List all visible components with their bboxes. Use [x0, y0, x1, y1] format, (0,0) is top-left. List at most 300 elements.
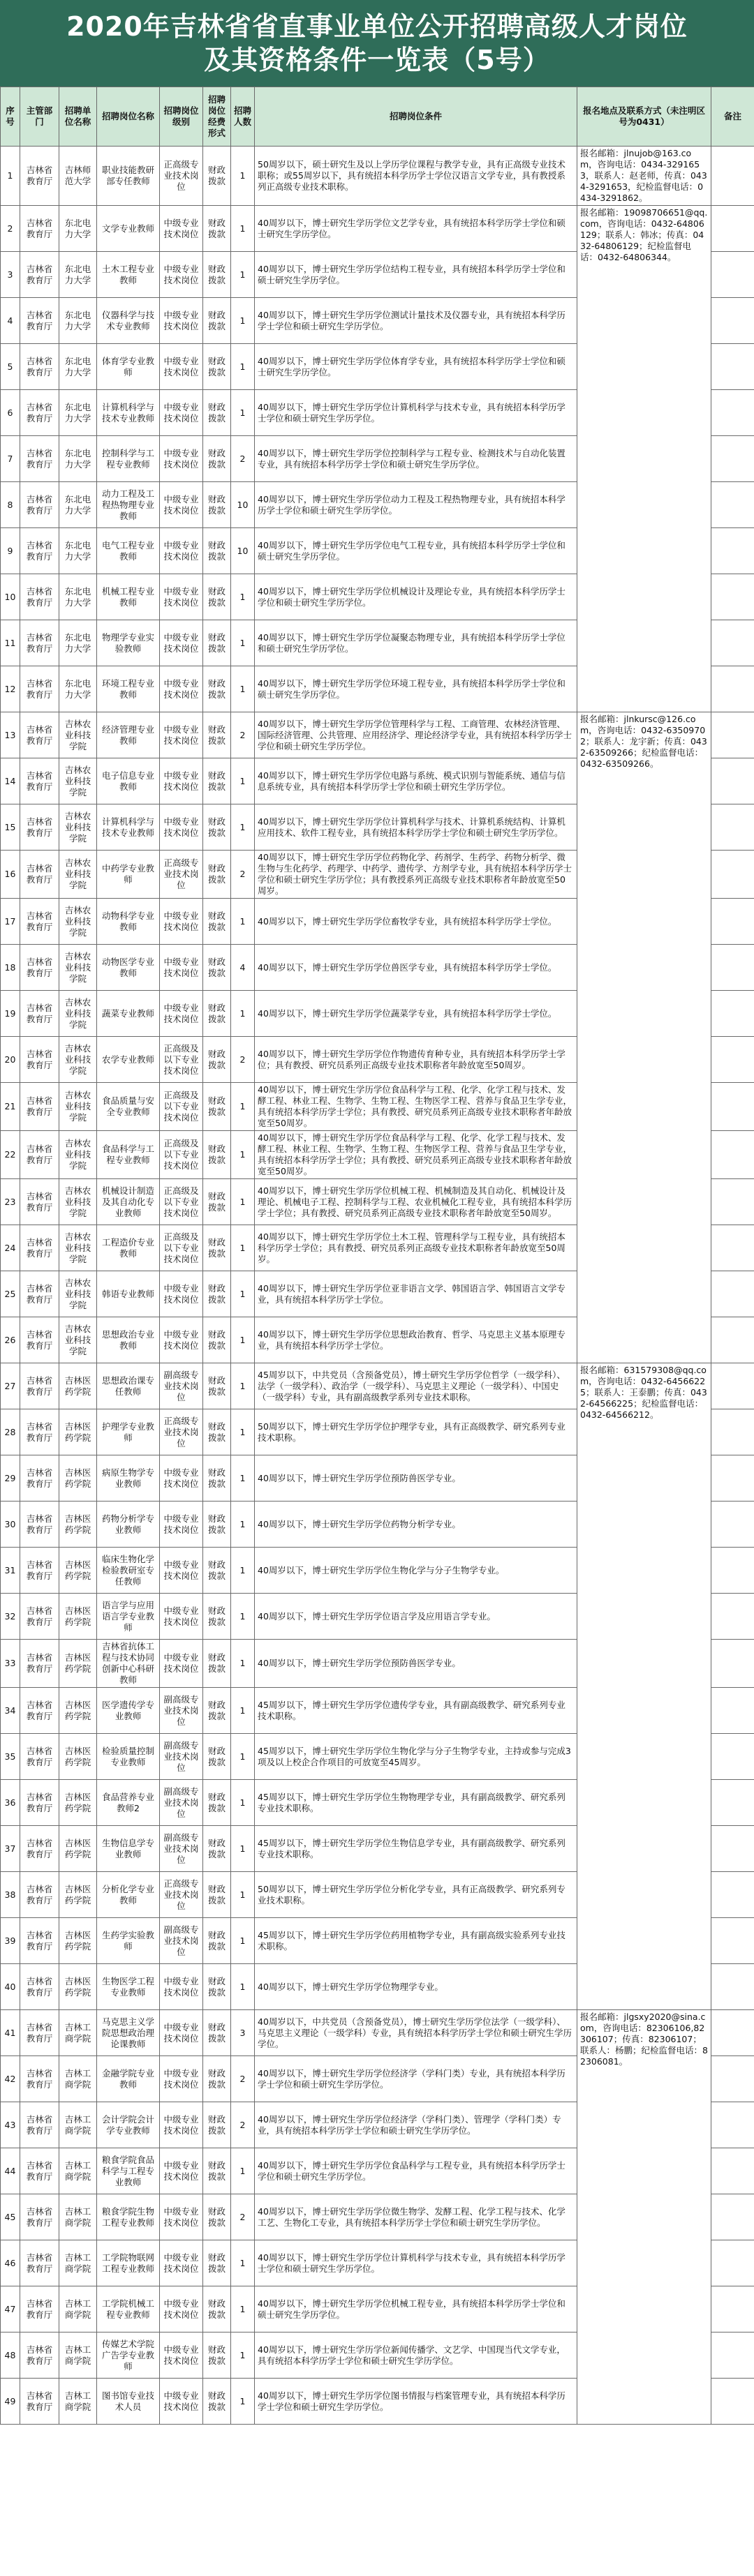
- level-cell: 中级专业技术岗位: [160, 1964, 203, 2010]
- department-cell: 吉林省教育厅: [20, 1502, 59, 1548]
- header-req: 招聘岗位条件: [255, 87, 577, 147]
- department-cell: 吉林省教育厅: [20, 1872, 59, 1918]
- post-cell: 粮食学院食品科学与工程专业教师: [97, 2148, 160, 2194]
- post-cell: 文学专业教师: [97, 206, 160, 252]
- post-cell: 控制科学与工程专业教师: [97, 436, 160, 482]
- table-row: [1, 2010, 754, 2056]
- department-cell: 吉林省教育厅: [20, 620, 59, 666]
- note-cell: [711, 804, 754, 851]
- level-cell: 中级专业技术岗位: [160, 899, 203, 945]
- unit-cell: 东北电力大学: [59, 436, 97, 482]
- note-cell: [711, 1502, 754, 1548]
- funding-cell: 财政拨款: [203, 528, 231, 574]
- count-cell: 1: [231, 1409, 255, 1455]
- requirement-cell: 40周岁以下，博士研究生学历学位药物分析学专业。: [255, 1502, 577, 1548]
- count-cell: 1: [231, 1179, 255, 1225]
- count-cell: 1: [231, 1271, 255, 1317]
- count-cell: 10: [231, 528, 255, 574]
- unit-cell: 东北电力大学: [59, 206, 97, 252]
- row-number: 41: [1, 2010, 20, 2056]
- row-number: 27: [1, 1363, 20, 1409]
- requirement-cell: 50周岁以下，博士研究生学历学位分析化学专业，具有正高级教学、研究系列专业技术职称。: [255, 1872, 577, 1918]
- count-cell: 1: [231, 2148, 255, 2194]
- note-cell: [711, 1271, 754, 1317]
- department-cell: 吉林省教育厅: [20, 252, 59, 298]
- post-cell: 临床生物化学检验教研室专任教师: [97, 1548, 160, 1594]
- funding-cell: 财政拨款: [203, 2010, 231, 2056]
- post-cell: 计算机科学与技术专业教师: [97, 390, 160, 436]
- department-cell: 吉林省教育厅: [20, 2194, 59, 2240]
- department-cell: 吉林省教育厅: [20, 1918, 59, 1964]
- level-cell: 正高级及以下专业技术岗位: [160, 1179, 203, 1225]
- funding-cell: 财政拨款: [203, 1083, 231, 1131]
- department-cell: 吉林省教育厅: [20, 1640, 59, 1688]
- post-cell: 药物分析学专业教师: [97, 1502, 160, 1548]
- post-cell: 农学专业教师: [97, 1037, 160, 1083]
- department-cell: 吉林省教育厅: [20, 945, 59, 991]
- note-cell: [711, 620, 754, 666]
- department-cell: 吉林省教育厅: [20, 2332, 59, 2379]
- unit-cell: 吉林医药学院: [59, 1594, 97, 1640]
- note-cell: [711, 1964, 754, 2010]
- department-cell: 吉林省教育厅: [20, 1409, 59, 1455]
- requirement-cell: 40周岁以下，博士研究生学历学位土木工程、管理科学与工程专业，具有统招本科学历学士学位；具有教授、研究员系列正高级专业技术职称者年龄放宽至50周岁。: [255, 1225, 577, 1271]
- row-number: 21: [1, 1083, 20, 1131]
- post-cell: 电子信息专业教师: [97, 758, 160, 804]
- funding-cell: 财政拨款: [203, 1594, 231, 1640]
- unit-cell: 东北电力大学: [59, 252, 97, 298]
- count-cell: 2: [231, 712, 255, 758]
- contact-cell: 报名邮箱：19098706651@qq.com，咨询电话：0432-64806129；联系人：韩冰；传真：0432-64806129；纪检监督电话：0432-64806344。: [577, 206, 711, 712]
- unit-cell: 吉林工商学院: [59, 2148, 97, 2194]
- post-cell: 机械工程专业教师: [97, 574, 160, 620]
- department-cell: 吉林省教育厅: [20, 2379, 59, 2425]
- requirement-cell: 40周岁以下，博士研究生学历学位微生物学、发酵工程、化学工程与技术、化学工艺、生物化工专业，具有统招本科学历学士学位和硕士研究生学历学位。: [255, 2194, 577, 2240]
- level-cell: 中级专业技术岗位: [160, 991, 203, 1037]
- row-number: 10: [1, 574, 20, 620]
- requirement-cell: 40周岁以下，博士研究生学历学位管理科学与工程、工商管理、农林经济管理、国际经济管理、公共管理、应用经济学、理论经济学专业，具有统招本科学历学士学位和硕士研究生学历学位。: [255, 712, 577, 758]
- level-cell: 中级专业技术岗位: [160, 2102, 203, 2148]
- level-cell: 副高级专业技术岗位: [160, 1780, 203, 1826]
- count-cell: 1: [231, 1131, 255, 1179]
- unit-cell: 吉林医药学院: [59, 1363, 97, 1409]
- row-number: 20: [1, 1037, 20, 1083]
- level-cell: 中级专业技术岗位: [160, 2240, 203, 2286]
- level-cell: 中级专业技术岗位: [160, 1640, 203, 1688]
- count-cell: 1: [231, 252, 255, 298]
- note-cell: [711, 482, 754, 528]
- level-cell: 中级专业技术岗位: [160, 2010, 203, 2056]
- funding-cell: 财政拨款: [203, 1363, 231, 1409]
- recruitment-table: [0, 87, 754, 2425]
- post-cell: 语言学与应用语言学专业教师: [97, 1594, 160, 1640]
- funding-cell: 财政拨款: [203, 206, 231, 252]
- requirement-cell: 40周岁以下，博士研究生学历学位食品科学与工程、化学、化学工程与技术、发酵工程、林业工程、生物学、生物工程、生物医学工程、营养与食品卫生学专业，具有统招本科学历学士学位；具有教授、研究员系列正高级专业技术职称者年龄放宽至50周岁。: [255, 1131, 577, 1179]
- department-cell: 吉林省教育厅: [20, 991, 59, 1037]
- funding-cell: 财政拨款: [203, 712, 231, 758]
- post-cell: 土木工程专业教师: [97, 252, 160, 298]
- count-cell: 1: [231, 899, 255, 945]
- funding-cell: 财政拨款: [203, 758, 231, 804]
- note-cell: [711, 851, 754, 899]
- post-cell: 工学院机械工程专业教师: [97, 2286, 160, 2332]
- note-cell: [711, 1083, 754, 1131]
- funding-cell: 财政拨款: [203, 899, 231, 945]
- requirement-cell: 50周岁以下，博士研究生学历学位护理学专业，具有正高级教学、研究系列专业技术职称。: [255, 1409, 577, 1455]
- unit-cell: 东北电力大学: [59, 620, 97, 666]
- post-cell: 图书馆专业技术人员: [97, 2379, 160, 2425]
- department-cell: 吉林省教育厅: [20, 528, 59, 574]
- note-cell: [711, 1455, 754, 1502]
- row-number: 8: [1, 482, 20, 528]
- unit-cell: 吉林农业科技学院: [59, 804, 97, 851]
- row-number: 38: [1, 1872, 20, 1918]
- unit-cell: 吉林农业科技学院: [59, 1271, 97, 1317]
- requirement-cell: 40周岁以下，博士研究生学历学位语言学及应用语言学专业。: [255, 1594, 577, 1640]
- funding-cell: 财政拨款: [203, 1734, 231, 1780]
- level-cell: 中级专业技术岗位: [160, 574, 203, 620]
- requirement-cell: 50周岁以下，硕士研究生及以上学历学位课程与教学专业，具有正高级专业技术职称；或55周岁以下，具有统招本科学历学士学位汉语言文学专业，具有教授系列正高级专业技术职称。: [255, 147, 577, 206]
- row-number: 29: [1, 1455, 20, 1502]
- department-cell: 吉林省教育厅: [20, 1037, 59, 1083]
- requirement-cell: 45周岁以下，博士研究生学历学位生物信息学专业，具有副高级教学、研究系列专业技术职称。: [255, 1826, 577, 1872]
- note-cell: [711, 2148, 754, 2194]
- post-cell: 病原生物学专业教师: [97, 1455, 160, 1502]
- post-cell: 粮食学院生物工程专业教师: [97, 2194, 160, 2240]
- unit-cell: 吉林农业科技学院: [59, 1131, 97, 1179]
- count-cell: 2: [231, 436, 255, 482]
- requirement-cell: 40周岁以下，博士研究生学历学位生物化学与分子生物学专业。: [255, 1548, 577, 1594]
- note-cell: [711, 758, 754, 804]
- department-cell: 吉林省教育厅: [20, 344, 59, 390]
- requirement-cell: 40周岁以下，博士研究生学历学位机械工程、机械制造及其自动化、机械设计及理论、机械电子工程、控制科学与工程、农业机械化工程专业，具有统招本科学历学士学位；具有教授、研究员系列正高级专业技术职称者年龄放宽至50周岁。: [255, 1179, 577, 1225]
- level-cell: 中级专业技术岗位: [160, 206, 203, 252]
- requirement-cell: 40周岁以下，博士研究生学历学位机械工程专业，具有统招本科学历学士学位和硕士研究生学历学位。: [255, 2286, 577, 2332]
- funding-cell: 财政拨款: [203, 1225, 231, 1271]
- funding-cell: 财政拨款: [203, 1826, 231, 1872]
- level-cell: 中级专业技术岗位: [160, 298, 203, 344]
- count-cell: 1: [231, 2332, 255, 2379]
- count-cell: 1: [231, 758, 255, 804]
- level-cell: 中级专业技术岗位: [160, 436, 203, 482]
- department-cell: 吉林省教育厅: [20, 1271, 59, 1317]
- funding-cell: 财政拨款: [203, 1037, 231, 1083]
- note-cell: [711, 712, 754, 758]
- post-cell: 分析化学专业教师: [97, 1872, 160, 1918]
- requirement-cell: 40周岁以下，博士研究生学历学位物理学专业。: [255, 1964, 577, 2010]
- count-cell: 1: [231, 1455, 255, 1502]
- contact-cell: 报名邮箱：jlnkursc@126.com，咨询电话：0432-63509702；联系人：龙宇新；传真：0432-63509266；纪检监督电话：0432-63509266。: [577, 712, 711, 1363]
- row-number: 37: [1, 1826, 20, 1872]
- level-cell: 中级专业技术岗位: [160, 620, 203, 666]
- count-cell: 1: [231, 1640, 255, 1688]
- funding-cell: 财政拨款: [203, 1455, 231, 1502]
- count-cell: 1: [231, 206, 255, 252]
- funding-cell: 财政拨款: [203, 1502, 231, 1548]
- funding-cell: 财政拨款: [203, 1918, 231, 1964]
- unit-cell: 吉林医药学院: [59, 1455, 97, 1502]
- funding-cell: 财政拨款: [203, 620, 231, 666]
- funding-cell: 财政拨款: [203, 666, 231, 712]
- note-cell: [711, 2194, 754, 2240]
- funding-cell: 财政拨款: [203, 147, 231, 206]
- unit-cell: 吉林医药学院: [59, 1872, 97, 1918]
- unit-cell: 吉林医药学院: [59, 1640, 97, 1688]
- count-cell: 1: [231, 1826, 255, 1872]
- count-cell: 1: [231, 1317, 255, 1363]
- header-fund: 招聘岗位经费形式: [203, 87, 231, 147]
- department-cell: 吉林省教育厅: [20, 1964, 59, 2010]
- row-number: 30: [1, 1502, 20, 1548]
- row-number: 44: [1, 2148, 20, 2194]
- department-cell: 吉林省教育厅: [20, 1455, 59, 1502]
- count-cell: 2: [231, 1037, 255, 1083]
- department-cell: 吉林省教育厅: [20, 2010, 59, 2056]
- funding-cell: 财政拨款: [203, 2194, 231, 2240]
- post-cell: 动物科学专业教师: [97, 899, 160, 945]
- post-cell: 物理学专业实验教师: [97, 620, 160, 666]
- note-cell: [711, 1225, 754, 1271]
- department-cell: 吉林省教育厅: [20, 206, 59, 252]
- post-cell: 生物信息学专业教师: [97, 1826, 160, 1872]
- level-cell: 正高级及以下专业技术岗位: [160, 1083, 203, 1131]
- funding-cell: 财政拨款: [203, 1640, 231, 1688]
- unit-cell: 吉林工商学院: [59, 2332, 97, 2379]
- row-number: 31: [1, 1548, 20, 1594]
- row-number: 40: [1, 1964, 20, 2010]
- department-cell: 吉林省教育厅: [20, 1780, 59, 1826]
- funding-cell: 财政拨款: [203, 851, 231, 899]
- requirement-cell: 40周岁以下，博士研究生学历学位测试计量技术及仪器专业，具有统招本科学历学士学位和硕士研究生学历学位。: [255, 298, 577, 344]
- post-cell: 食品营养专业教师2: [97, 1780, 160, 1826]
- row-number: 39: [1, 1918, 20, 1964]
- count-cell: 1: [231, 390, 255, 436]
- level-cell: 中级专业技术岗位: [160, 252, 203, 298]
- note-cell: [711, 945, 754, 991]
- requirement-cell: 45周岁以下，博士研究生学历学位遗传学专业，具有副高级教学、研究系列专业技术职称。: [255, 1688, 577, 1734]
- row-number: 6: [1, 390, 20, 436]
- department-cell: 吉林省教育厅: [20, 1083, 59, 1131]
- level-cell: 中级专业技术岗位: [160, 1502, 203, 1548]
- note-cell: [711, 1872, 754, 1918]
- funding-cell: 财政拨款: [203, 2056, 231, 2102]
- page-title-line-1: 2020年吉林省省直事业单位公开招聘高级人才岗位: [66, 11, 688, 42]
- row-number: 42: [1, 2056, 20, 2102]
- unit-cell: 吉林医药学院: [59, 1688, 97, 1734]
- unit-cell: 东北电力大学: [59, 528, 97, 574]
- unit-cell: 吉林农业科技学院: [59, 712, 97, 758]
- funding-cell: 财政拨款: [203, 2332, 231, 2379]
- row-number: 28: [1, 1409, 20, 1455]
- post-cell: 蔬菜专业教师: [97, 991, 160, 1037]
- count-cell: 1: [231, 804, 255, 851]
- department-cell: 吉林省教育厅: [20, 1179, 59, 1225]
- header-post: 招聘岗位名称: [97, 87, 160, 147]
- unit-cell: 吉林工商学院: [59, 2240, 97, 2286]
- requirement-cell: 40周岁以下，博士研究生学历学位经济学（学科门类）专业，具有统招本科学历学士学位和硕士研究生学历学位。: [255, 2056, 577, 2102]
- note-cell: [711, 2379, 754, 2425]
- count-cell: 10: [231, 482, 255, 528]
- level-cell: 中级专业技术岗位: [160, 528, 203, 574]
- note-cell: [711, 1826, 754, 1872]
- department-cell: 吉林省教育厅: [20, 1594, 59, 1640]
- department-cell: 吉林省教育厅: [20, 1225, 59, 1271]
- funding-cell: 财政拨款: [203, 1964, 231, 2010]
- funding-cell: 财政拨款: [203, 1131, 231, 1179]
- count-cell: 2: [231, 2194, 255, 2240]
- department-cell: 吉林省教育厅: [20, 758, 59, 804]
- note-cell: [711, 1594, 754, 1640]
- unit-cell: 吉林医药学院: [59, 1734, 97, 1780]
- requirement-cell: 40周岁以下，博士研究生学历学位动力工程及工程热物理专业，具有统招本科学历学士学位和硕士研究生学历学位。: [255, 482, 577, 528]
- note-cell: [711, 2010, 754, 2056]
- requirement-cell: 40周岁以下，博士研究生学历学位电路与系统、模式识别与智能系统、通信与信息系统专业，具有统招本科学历学士学位和硕士研究生学历学位。: [255, 758, 577, 804]
- row-number: 49: [1, 2379, 20, 2425]
- page-title-line-2: 及其资格条件一览表（5号）: [204, 45, 550, 75]
- requirement-cell: 40周岁以下，博士研究生学历学位体育学专业，具有统招本科学历学士学位和硕士研究生学历学位。: [255, 344, 577, 390]
- unit-cell: 东北电力大学: [59, 390, 97, 436]
- funding-cell: 财政拨款: [203, 482, 231, 528]
- funding-cell: 财政拨款: [203, 1548, 231, 1594]
- post-cell: 中药学专业教师: [97, 851, 160, 899]
- row-number: 33: [1, 1640, 20, 1688]
- unit-cell: 吉林农业科技学院: [59, 758, 97, 804]
- level-cell: 副高级专业技术岗位: [160, 1826, 203, 1872]
- level-cell: 副高级专业技术岗位: [160, 1734, 203, 1780]
- requirement-cell: 40周岁以下，博士研究生学历学位食品科学与工程、化学、化学工程与技术、发酵工程、林业工程、生物学、生物工程、生物医学工程、营养与食品卫生学专业，具有统招本科学历学士学位；具有教授、研究员系列正高级专业技术职称者年龄放宽至50周岁。: [255, 1083, 577, 1131]
- post-cell: 仪器科学与技术专业教师: [97, 298, 160, 344]
- post-cell: 电气工程专业教师: [97, 528, 160, 574]
- unit-cell: 吉林农业科技学院: [59, 1037, 97, 1083]
- level-cell: 中级专业技术岗位: [160, 666, 203, 712]
- department-cell: 吉林省教育厅: [20, 2102, 59, 2148]
- note-cell: [711, 899, 754, 945]
- requirement-cell: 40周岁以下，博士研究生学历学位机械设计及理论专业，具有统招本科学历学士学位和硕士研究生学历学位。: [255, 574, 577, 620]
- unit-cell: 吉林工商学院: [59, 2379, 97, 2425]
- count-cell: 1: [231, 1964, 255, 2010]
- count-cell: 1: [231, 1918, 255, 1964]
- table-row: [1, 206, 754, 252]
- table-row: [1, 1363, 754, 1409]
- count-cell: 1: [231, 1363, 255, 1409]
- requirement-cell: 40周岁以下，博士研究生学历学位计算机科学与技术专业，具有统招本科学历学士学位和硕士研究生学历学位。: [255, 390, 577, 436]
- header-level: 招聘岗位级别: [160, 87, 203, 147]
- count-cell: 2: [231, 2102, 255, 2148]
- funding-cell: 财政拨款: [203, 1271, 231, 1317]
- note-cell: [711, 206, 754, 252]
- row-number: 9: [1, 528, 20, 574]
- note-cell: [711, 344, 754, 390]
- post-cell: 思想政治课专任教师: [97, 1363, 160, 1409]
- requirement-cell: 40周岁以下，博士研究生学历学位环境工程专业，具有统招本科学历学士学位和硕士研究生学历学位。: [255, 666, 577, 712]
- post-cell: 吉林省抗体工程与技术协同创新中心科研教师: [97, 1640, 160, 1688]
- unit-cell: 东北电力大学: [59, 298, 97, 344]
- funding-cell: 财政拨款: [203, 804, 231, 851]
- table-row: [1, 712, 754, 758]
- unit-cell: 吉林医药学院: [59, 1502, 97, 1548]
- post-cell: 金融学院专业教师: [97, 2056, 160, 2102]
- post-cell: 经济管理专业教师: [97, 712, 160, 758]
- contact-cell: 报名邮箱：jlnujob@163.com，咨询电话：0434-3291653，联系人：赵老师，传真：0434-3291653，纪检监督电话：0434-3291862。: [577, 147, 711, 206]
- post-cell: 传媒艺术学院广告学专业教师: [97, 2332, 160, 2379]
- unit-cell: 东北电力大学: [59, 666, 97, 712]
- unit-cell: 吉林医药学院: [59, 1918, 97, 1964]
- department-cell: 吉林省教育厅: [20, 298, 59, 344]
- row-number: 15: [1, 804, 20, 851]
- row-number: 24: [1, 1225, 20, 1271]
- row-number: 16: [1, 851, 20, 899]
- count-cell: 1: [231, 1594, 255, 1640]
- funding-cell: 财政拨款: [203, 2102, 231, 2148]
- post-cell: 会计学院会计学专业教师: [97, 2102, 160, 2148]
- count-cell: 1: [231, 147, 255, 206]
- level-cell: 中级专业技术岗位: [160, 2332, 203, 2379]
- header-contact: 报名地点及联系方式（未注明区号为0431）: [577, 87, 711, 147]
- note-cell: [711, 1918, 754, 1964]
- page-header: [0, 0, 754, 87]
- requirement-cell: 40周岁以下，博士研究生学历学位亚非语言文学、韩国语言学、韩国语言文学专业，具有统招本科学历学士学位。: [255, 1271, 577, 1317]
- department-cell: 吉林省教育厅: [20, 1688, 59, 1734]
- post-cell: 工程造价专业教师: [97, 1225, 160, 1271]
- row-number: 17: [1, 899, 20, 945]
- requirement-cell: 45周岁以下，博士研究生学历学位生物化学与分子生物学专业，主持或参与完成3项及以上校企合作项目的可放宽至45周岁。: [255, 1734, 577, 1780]
- count-cell: 1: [231, 1225, 255, 1271]
- funding-cell: 财政拨款: [203, 2379, 231, 2425]
- row-number: 5: [1, 344, 20, 390]
- count-cell: 2: [231, 2056, 255, 2102]
- unit-cell: 吉林农业科技学院: [59, 1225, 97, 1271]
- department-cell: 吉林省教育厅: [20, 851, 59, 899]
- post-cell: 韩语专业教师: [97, 1271, 160, 1317]
- header-num: 招聘人数: [231, 87, 255, 147]
- funding-cell: 财政拨款: [203, 574, 231, 620]
- row-number: 45: [1, 2194, 20, 2240]
- row-number: 22: [1, 1131, 20, 1179]
- post-cell: 体育学专业教师: [97, 344, 160, 390]
- requirement-cell: 40周岁以下，博士研究生学历学位食品科学与工程专业，具有统招本科学历学士学位和硕士研究生学历学位。: [255, 2148, 577, 2194]
- row-number: 1: [1, 147, 20, 206]
- unit-cell: 吉林农业科技学院: [59, 1083, 97, 1131]
- post-cell: 护理学专业教师: [97, 1409, 160, 1455]
- note-cell: [711, 1131, 754, 1179]
- contact-cell: 报名邮箱：jlgsxy2020@sina.com，咨询电话：82306106,82306107；传真：82306107；联系人：杨鹏；纪检监督电话：82306081。: [577, 2010, 711, 2425]
- unit-cell: 吉林农业科技学院: [59, 991, 97, 1037]
- level-cell: 中级专业技术岗位: [160, 2194, 203, 2240]
- count-cell: 2: [231, 851, 255, 899]
- funding-cell: 财政拨款: [203, 2148, 231, 2194]
- level-cell: 正高级专业技术岗位: [160, 1409, 203, 1455]
- unit-cell: 吉林农业科技学院: [59, 1317, 97, 1363]
- row-number: 12: [1, 666, 20, 712]
- header-note: 备注: [711, 87, 754, 147]
- note-cell: [711, 436, 754, 482]
- requirement-cell: 40周岁以下，博士研究生学历学位经济学（学科门类）、管理学（学科门类）专业，具有统招本科学历学士学位和硕士研究生学历学位。: [255, 2102, 577, 2148]
- count-cell: 1: [231, 1502, 255, 1548]
- note-cell: [711, 1179, 754, 1225]
- unit-cell: 吉林医药学院: [59, 1548, 97, 1594]
- requirement-cell: 45周岁以下，博士研究生学历学位药用植物学专业，具有副高级实验系列专业技术职称。: [255, 1918, 577, 1964]
- department-cell: 吉林省教育厅: [20, 390, 59, 436]
- requirement-cell: 40周岁以下，博士研究生学历学位作物遗传育种专业，具有统招本科学历学士学位；具有教授、研究员系列正高级专业技术职称者年龄放宽至50周岁。: [255, 1037, 577, 1083]
- funding-cell: 财政拨款: [203, 436, 231, 482]
- level-cell: 中级专业技术岗位: [160, 1317, 203, 1363]
- post-cell: 生物医学工程专业教师: [97, 1964, 160, 2010]
- unit-cell: 吉林农业科技学院: [59, 899, 97, 945]
- post-cell: 计算机科学与技术专业教师: [97, 804, 160, 851]
- row-number: 48: [1, 2332, 20, 2379]
- note-cell: [711, 2056, 754, 2102]
- level-cell: 正高级专业技术岗位: [160, 851, 203, 899]
